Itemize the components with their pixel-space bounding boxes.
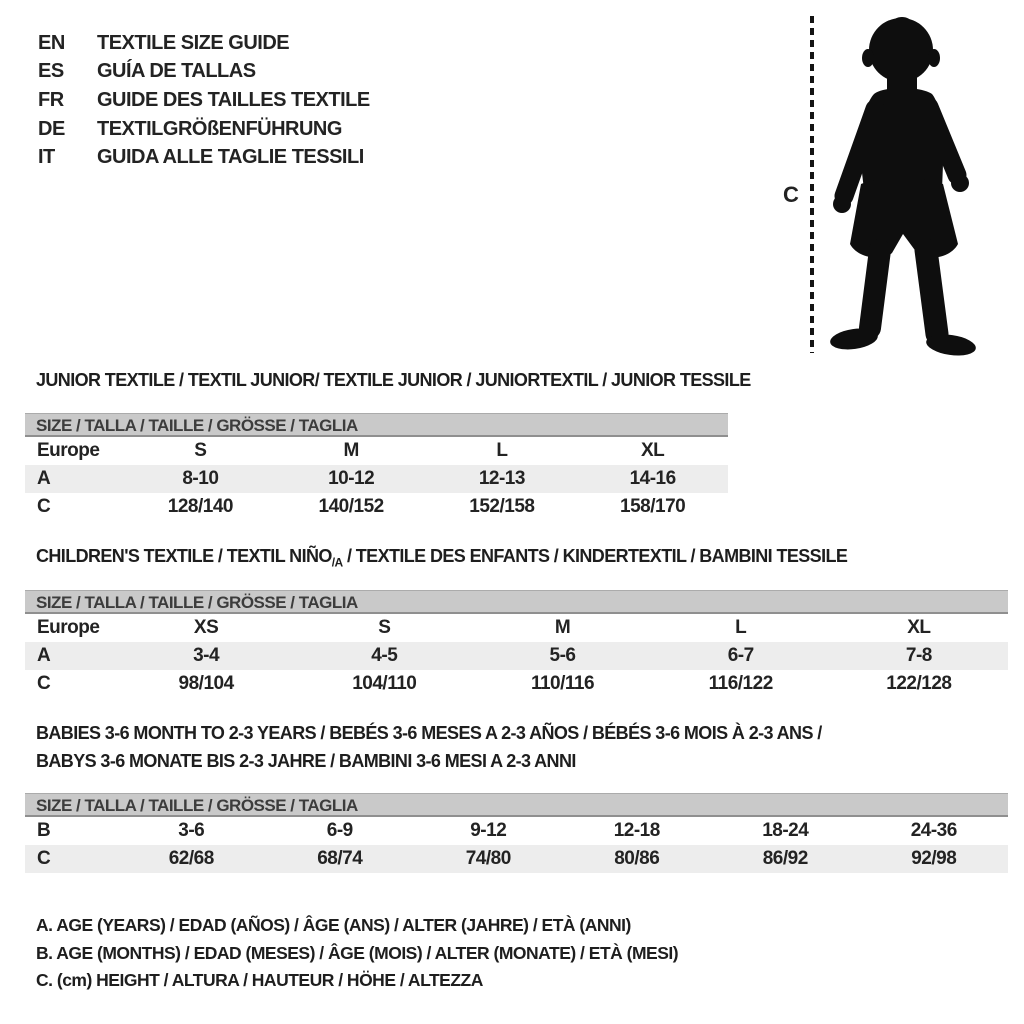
age-cell: 8-10 bbox=[182, 468, 219, 489]
language-title: TEXTILGRÖßENFÜHRUNG bbox=[97, 117, 342, 140]
height-cell: 98/104 bbox=[178, 673, 234, 694]
size-header-bar: SIZE / TALLA / TAILLE / GRÖSSE / TAGLIA bbox=[25, 413, 728, 437]
age-cell: 10-12 bbox=[328, 468, 375, 489]
size-cell: XL bbox=[907, 617, 931, 638]
age-cell: 7-8 bbox=[905, 645, 932, 666]
age-cell: 14-16 bbox=[629, 468, 676, 489]
babies-section-heading bbox=[36, 720, 822, 775]
age-cell: 6-7 bbox=[727, 645, 754, 666]
row-label: C bbox=[37, 673, 51, 694]
size-cell: XL bbox=[640, 440, 665, 461]
table-row-height bbox=[25, 670, 1008, 698]
language-title: GUÍA DE TALLAS bbox=[97, 60, 256, 83]
age-cell: 6-9 bbox=[326, 820, 353, 841]
table-row-age bbox=[25, 465, 728, 493]
table-row-europe bbox=[25, 614, 1008, 642]
age-cell: 3-6 bbox=[178, 820, 205, 841]
height-cell: 80/86 bbox=[614, 848, 660, 869]
table-row-europe bbox=[25, 437, 728, 465]
row-label: A bbox=[37, 645, 51, 666]
babies-heading-line2: BABYS 3-6 MONATE BIS 2-3 JAHRE / BAMBINI 3-6 MESI A 2-3 ANNI bbox=[36, 750, 576, 771]
size-header-bar: SIZE / TALLA / TAILLE / GRÖSSE / TAGLIA bbox=[25, 590, 1008, 614]
height-cell: 104/110 bbox=[352, 673, 417, 694]
age-cell: 12-13 bbox=[478, 468, 525, 489]
language-row bbox=[38, 58, 370, 87]
language-title: GUIDA ALLE TAGLIE TESSILI bbox=[97, 146, 364, 169]
language-code: FR bbox=[38, 88, 64, 111]
footnote-height-cm: C. (cm) HEIGHT / ALTURA / HAUTEUR / HÖHE / ALTEZZA bbox=[36, 970, 483, 990]
children-heading-subscript: /A bbox=[331, 555, 343, 570]
age-cell: 9-12 bbox=[470, 820, 507, 841]
size-cell: XS bbox=[193, 617, 219, 638]
row-label: B bbox=[37, 820, 51, 841]
language-code: ES bbox=[38, 60, 64, 83]
language-row bbox=[38, 115, 370, 144]
row-label: C bbox=[37, 496, 51, 517]
height-cell: 122/128 bbox=[886, 673, 952, 694]
height-cell: 62/68 bbox=[168, 848, 214, 869]
language-list bbox=[38, 29, 370, 172]
height-cell: 158/170 bbox=[620, 496, 686, 517]
height-cell: 116/122 bbox=[708, 673, 773, 694]
language-code: DE bbox=[38, 117, 65, 140]
height-cell: 128/140 bbox=[167, 496, 233, 517]
children-size-table bbox=[25, 590, 1008, 698]
size-cell: L bbox=[496, 440, 508, 461]
table-row-age-months bbox=[25, 817, 1008, 845]
language-code: EN bbox=[38, 31, 65, 54]
table-row-age bbox=[25, 642, 1008, 670]
footnote-age-months: B. AGE (MONTHS) / EDAD (MESES) / ÂGE (MOIS) / ALTER (MONATE) / ETÀ (MESI) bbox=[36, 942, 679, 963]
height-cell: 68/74 bbox=[317, 848, 363, 869]
language-row bbox=[38, 29, 370, 58]
age-cell: 24-36 bbox=[910, 820, 957, 841]
babies-size-table bbox=[25, 793, 1008, 873]
height-cell: 110/116 bbox=[530, 673, 595, 694]
toddler-silhouette-icon bbox=[820, 12, 982, 360]
row-label: C bbox=[37, 848, 51, 869]
height-cell: 152/158 bbox=[469, 496, 535, 517]
language-row bbox=[38, 86, 370, 115]
height-cell: 92/98 bbox=[911, 848, 957, 869]
table-row-height bbox=[25, 845, 1008, 873]
children-heading-rest: / TEXTILE DES ENFANTS / KINDERTEXTIL / BAMBINI TESSILE bbox=[342, 546, 848, 566]
row-label: Europe bbox=[37, 440, 100, 461]
size-cell: S bbox=[194, 440, 207, 461]
children-heading-main: CHILDREN'S TEXTILE / TEXTIL NIÑO bbox=[36, 546, 332, 566]
footnote-age-years: A. AGE (YEARS) / EDAD (AÑOS) / ÂGE (ANS) / ALTER (JAHRE) / ETÀ (ANNI) bbox=[36, 915, 631, 935]
language-row bbox=[38, 143, 370, 172]
table-row-height bbox=[25, 493, 728, 521]
junior-section-heading: JUNIOR TEXTILE / TEXTIL JUNIOR/ TEXTILE JUNIOR / JUNIORTEXTIL / JUNIOR TESSILE bbox=[36, 370, 751, 390]
size-cell: M bbox=[343, 440, 359, 461]
size-cell: M bbox=[554, 617, 571, 638]
age-cell: 4-5 bbox=[371, 645, 398, 666]
size-header-bar: SIZE / TALLA / TAILLE / GRÖSSE / TAGLIA bbox=[25, 793, 1008, 817]
age-cell: 3-4 bbox=[193, 645, 220, 666]
language-code: IT bbox=[38, 146, 55, 169]
babies-heading-line1: BABIES 3-6 MONTH TO 2-3 YEARS / BEBÉS 3-6 MESES A 2-3 AÑOS / BÉBÉS 3-6 MOIS À 2-3 ANS / bbox=[36, 723, 822, 743]
height-measure-dotted-line bbox=[810, 16, 814, 353]
height-cell: 86/92 bbox=[762, 848, 808, 869]
language-title: GUIDE DES TAILLES TEXTILE bbox=[97, 88, 370, 111]
height-measure-label: C bbox=[783, 182, 799, 207]
age-cell: 18-24 bbox=[762, 820, 809, 841]
height-cell: 140/152 bbox=[318, 496, 384, 517]
size-cell: S bbox=[378, 617, 391, 638]
height-cell: 74/80 bbox=[465, 848, 511, 869]
row-label: Europe bbox=[37, 617, 100, 638]
children-section-heading bbox=[36, 546, 847, 570]
junior-size-table bbox=[25, 413, 728, 521]
row-label: A bbox=[37, 468, 51, 489]
age-cell: 12-18 bbox=[613, 820, 660, 841]
legend-footnotes bbox=[36, 912, 678, 995]
size-cell: L bbox=[735, 617, 747, 638]
language-title: TEXTILE SIZE GUIDE bbox=[97, 31, 290, 54]
age-cell: 5-6 bbox=[549, 645, 576, 666]
